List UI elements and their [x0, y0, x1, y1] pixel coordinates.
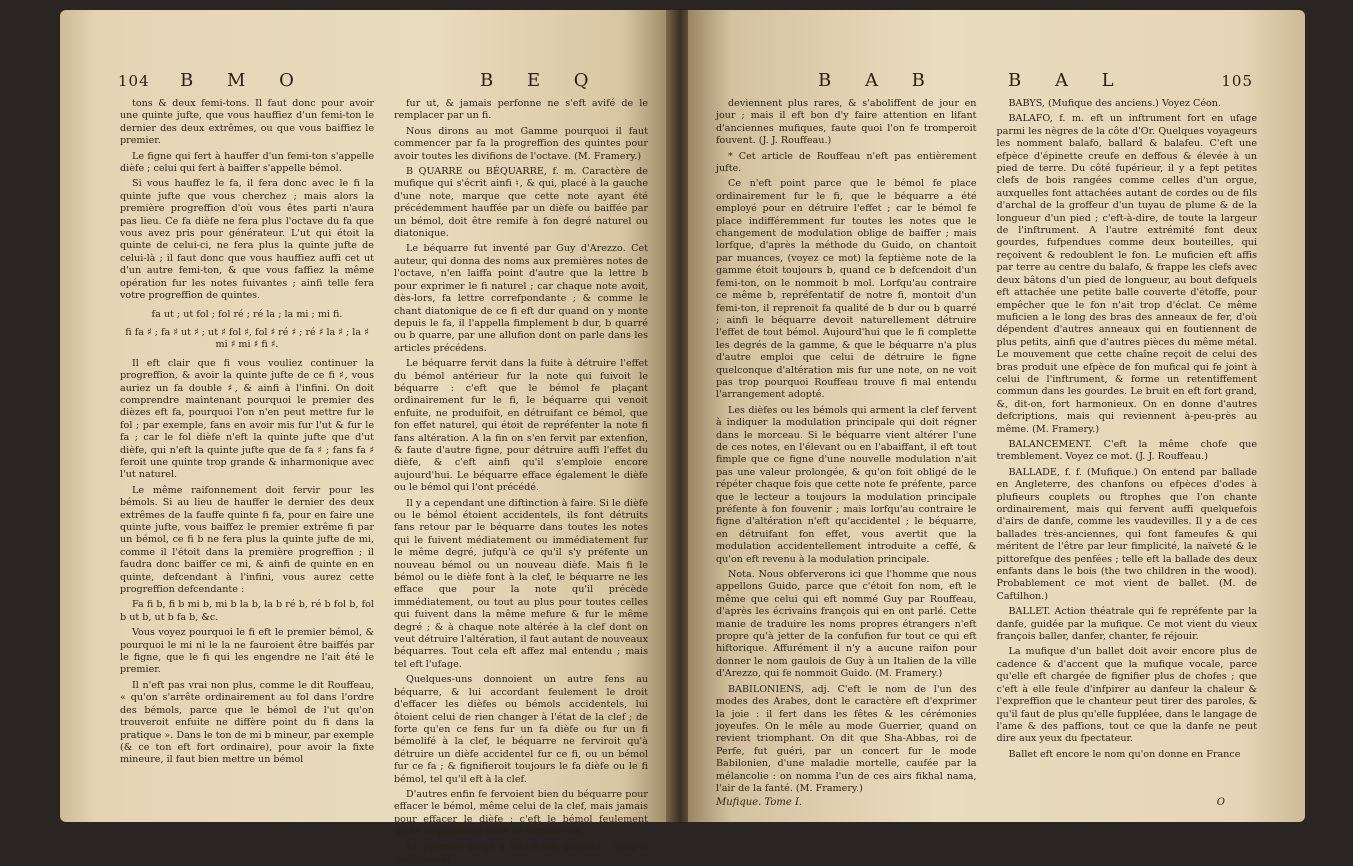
paragraph: BALLET. Action théatrale qui fe repréfente par la danfe, guidée par la mufique. Ce mot vient du vieux françois baller, danfer, chanter, fe réjouir. — [996, 606, 1257, 643]
paragraph: BABYS, (Mufique des anciens.) Voyez Céon. — [1008, 98, 1222, 109]
right-head-word-2: B A L — [1008, 70, 1128, 91]
paragraph: Il eft clair que fi vous vouliez continuer la progreffion, & avoir la quinte jufte de ce fi ♯, vous auriez un fa double ♯, & ainfi à l'infini. On doit comprendre maintenant pourquoi le premier des dièzes eft fa, pourquoi l'on n'en peut mettre fur le fol ; par exemple, fans en avoir mis fur l'ut & fur le fa ; car le fol dièfe n'eft la quinte jufte que d'ut dièfe, qui n'eft la quinte jufte que de fa ♯ ; fans fa ♯ feroit une quinte trop grande & inharmonique avec l'ut naturel. — [120, 357, 374, 481]
right-column-2 — [997, 98, 1258, 810]
paragraph: Quelques-uns donnoient un autre fens au béquarre, & lui accordant feulement le droit d'effacer les dièfes ou bémols accidentels, lui ôtoient celui de rien changer à l'état de la clef ; de forte qu'en ce fens fur un fa dièfe ou fur un fi bémolifé à la clef, le béquarre ne ferviroit qu'à détruire un dièfe accidentel fur ce fi, ou un bémol fur ce fa ; & fignifieroit toujours le fa dièfe ou le fi bémol, tel qu'il eft à la clef. — [394, 674, 648, 785]
paragraph: Les dièfes ou les bémols qui arment la clef fervent à indiquer la modulation principale qui doit régner dans le morceau. Si le béquarre vient altérer l'une de ces notes, en l'élevant ou en l'abaiffant, il eft tout fimple que ce figne d'une nouvelle modulation n'ait pas une valeur prolongée, & qu'on foit obligé de le répéter chaque fois que cette note fe préfente, parce que le lecteur a toujours la modulation principale préfente à fon fouvenir ; mais lorfqu'au contraire le figne d'altération n'eft qu'accidentel ; le béquarre, en détruifant fon effet, vous avertit que la modulation accidentellement introduite a ceffé, & qu'on eft revenu à la modulation principale. — [716, 404, 977, 565]
paragraph: fi fa ♯ ; fa ♯ ut ♯ ; ut ♯ fol ♯, fol ♯ ré ♯ ; ré ♯ la ♯ ; la ♯ mi ♯ mi ♯ fi ♯. — [125, 326, 369, 351]
paragraph: Nota. Nous obferverons ici que l'homme que nous appellons Guido, parce que c'étoit fon nom, eft le même que celui qui eft nommé Guy par Rouffeau, d'après les écrivains françois qui en ont parlé. Cette manie de traduire les noms propres étrangers n'eft propre qu'à jetter de la confufion fur tout ce qui eft hiftorique. Affurément il n'y a aucune raifon pour donner le nom gaulois de Guy à un Italien de la ville d'Arezzo, qui fe nommoit Guido. (M. Framery.) — [716, 569, 977, 680]
paragraph: Le premier ufage a tout-à-fait prévalu ; ceux-ci devienment — [394, 841, 648, 865]
paragraph: Il y a cependant une diftinction à faire. Si le dièfe ou le bémol étoient accidentels, ils font détruits fans retour par le béquarre dans toutes les notes qui le fuivent médiatement ou immédiatement fur le même degré, jufqu'à ce qu'il s'y préfente un nouveau bémol ou un nouveau dièfe. Mais fi le bémol ou le dièfe font à la clef, le béquarre ne les efface que pour la note qu'il précède immédiatement, ou tout au plus pour toutes celles qui fuivent dans la même mefure & fur le même degré ; & à chaque note altérée à la clef dont on veut détruire l'altération, il faut autant de nouveaux béquarres. Tout cela eft affez mal entendu ; mais tel eft l'ufage. — [394, 497, 648, 670]
paragraph: deviennent plus rares, & s'aboliffent de jour en jour ; mais il eft bon d'y faire attention en lifant d'anciennes mufiques, faute quoi l'on fe tromperoit fouvent. (J. J. Rouffeau.) — [716, 98, 977, 147]
paragraph: Ballet eft encore le nom qu'on donne en France — [1008, 748, 1241, 760]
left-page — [60, 10, 672, 865]
paragraph: fur ut, & jamais perfonne ne s'eft avifé de le remplacer par un fi. — [394, 98, 648, 122]
paragraph: Ce n'eft point parce que le bémol fe place ordinairement fur le fi, que le béquarre a été employé pour en détruire l'effet ; car le bémol fe place indifféremment fur toutes les notes que le changement de modulation oblige de baiffer ; mais lorfque, d'après la méthode du Guido, on chantoit par muances, (voyez ce mot) la feptième note de la gamme étoit toujours b, quand ce b defcendoit d'un femi-ton, on le nommoit b mol. Lorfqu'au contraire ce même b, repréfentatif de notre fi, montoit d'un femi-ton, il reprenoit fa qualité de b dur ou b quarré ; ainfi le béquarre devoit naturellement détruire l'effet de tout bémol. Aujourd'hui que le fi complette les degrés de la gamme, & que le béquarre n'a plus d'autre emploi que celui de détruire le figne quelconque d'altération mis fur une note, on ne voit pas trop pourquoi Rouffeau trouve fi mal entendu l'arrangement adopté. — [716, 178, 977, 401]
paragraph: B QUARRE ou BÉQUARRE, f. m. Caractère de mufique qui s'écrit ainfi ♮, & qui, placé à la gauche d'une note, marque que cette note ayant été précédemment hauffée par un dièfe ou baiffée par un bémol, doit être remife à fon degré naturel ou diatonique. — [394, 166, 648, 240]
left-head-word-2: B E Q — [480, 70, 603, 91]
page-footer-signature: Mufique. Tome I. — [716, 797, 803, 808]
paragraph: Fa fi b, fi b mi b, mi b la b, la b ré b, ré b fol b, fol b ut b, ut b fa b, &c. — [120, 599, 374, 623]
page-footer-mark: O — [1216, 797, 1225, 808]
paragraph: La mufique d'un ballet doit avoir encore plus de cadence & d'accent que la mufique vocale, parce qu'elle eft chargée de fignifier plus de chofes ; que c'eft à elle feule d'infpirer au danfeur la chaleur & l'expreffion que le chanteur peut tirer des paroles, & qu'il faut de plus qu'elle fuppléee, dans le langage de l'ame & des paffions, tout ce que la danfe ne peut dire aux yeux du fpectateur. — [996, 646, 1257, 745]
paragraph: fa ut ; ut fol ; fol ré ; ré la ; la mi ; mi fi. — [151, 308, 343, 320]
paragraph: Il n'eft pas vrai non plus, comme le dit Rouffeau, « qu'on s'arrête ordinairement au fol dans l'ordre des bémols, parce que le bémol de l'ut qu'on trouveroit enfuite ne diffère point du fi dans la pratique ». Dans le ton de mi b mineur, par exemple (& ce ton eft fort ordinaire), pour avoir la fixte mineure, il faut bien mettre un bémol — [120, 679, 374, 766]
left-column-2 — [394, 98, 648, 865]
paragraph: Le béquarre fervit dans la fuite à détruire l'effet du bémol antérieur fur la note qui fuivoit le béquarre : c'eft que le bémol fe plaçant ordinairement fur le fi, le béquarre qui venoit enfuite, ne produifoit, en détruifant ce bémol, que fon effet naturel, qui étoit de repréfenter la note fi fans altération. A la fin on s'en fervit par extenfion, & faute d'autre figne, pour détruire auffi l'effet du dièfe, & c'eft ainfi qu'il s'emploie encore aujourd'hui. Le béquarre efface également le dièfe ou le bémol qui l'ont précédé. — [394, 358, 648, 494]
paragraph: Si vous hauffez le fa, il fera donc avec le fi la quinte jufte que vous cherchez ; mais alors la première progreffion d'où vous êtes parti n'aura pas lieu. Ce fa dièfe ne fera plus l'octave du fa que vous avez pris pour générateur. L'ut qui étoit la quinte de celui-ci, ne fera plus la quinte jufte de celui-là ; il faut donc que vous hauffiez auffi cet ut d'un autre femi-ton, & que vous faffiez la même opération fur les notes fuivantes ; ainfi telle fera votre progreffion de quintes. — [120, 178, 374, 302]
paragraph: Le même raifonnement doit fervir pour les bémols. Si au lieu de hauffer le dernier des deux extrêmes de la fauffe quinte fi fa, pour en faire une quinte jufte, vous baiffez le premier extrême fi par un bémol, ce fi b ne fera plus la quinte jufte de mi, comme il l'étoit dans la première progreffion ; il faudra donc baiffer ce mi, & ainfi de quinte en en quinte, defcendant à l'infini, vous aurez cette progreffion defcendante : — [120, 484, 374, 596]
right-page-number: 105 — [1221, 72, 1253, 90]
left-running-head — [60, 70, 672, 96]
open-book — [60, 10, 1305, 865]
paragraph: * Cet article de Rouffeau n'eft pas entièrement jufte. — [716, 150, 977, 175]
left-head-word-1: B M O — [180, 70, 308, 91]
paragraph: Le figne qui fert à hauffer d'un femi-ton s'appelle dièfe ; celui qui fert à baiffer s'appelle bémol. — [120, 150, 374, 175]
paragraph: BALANCEMENT. C'eft la même chofe que tremblement. Voyez ce mot. (J. J. Rouffeau.) — [996, 438, 1257, 463]
right-head-word-1: B A B — [818, 70, 939, 91]
paragraph: Nous dirons au mot Gamme pourquoi il faut commencer par fa la progreffion des quintes pour avoir toutes les divifions de l'octave. (M. Framery.) — [394, 125, 648, 162]
paragraph: BABILONIENS, adj. C'eft le nom de l'un des modes des Arabes, dont le caractère eft d'exprimer la joie : il fert dans les fêtes & les cérémonies joyeufes. On le mêle au mode Guerrier, quand on revient triomphant. On dit que Sha-Abbas, roi de Perfe, fut guéri, par un concert fur le mode Babilonien, d'une maladie mortelle, caufée par la mélancolie : on nomma l'un de ces airs fikhal nama, l'air de la fanté. (M. Framery.) — [716, 683, 977, 794]
right-running-head — [688, 70, 1305, 96]
right-column-1 — [716, 98, 977, 810]
paragraph: Le béquarre fut inventé par Guy d'Arezzo. Cet auteur, qui donna des noms aux premières notes de l'octave, n'en laiffa point d'autre que la lettre b pour exprimer le fi naturel ; car chaque note avoit, dès-lors, fa lettre correfpondante ; & comme le chant diatonique de ce fi eft dur quand on y monte depuis le fa, il l'appella fimplement b dur, b quarré ou b quarre, par une allufion dont on parle dans les articles précédens. — [394, 243, 648, 354]
paragraph: BALAFO, f. m. eft un inftrument fort en ufage parmi les nègres de la côte d'Or. Quelques voyageurs les nomment balafo, ballard & balafeu. C'eft une efpèce d'épinette creufe en deffous & élevée à un pied de terre. Du côté fupérieur, il y a fept petites clefs de bois rangées comme celles d'un orgue, auxquelles font attachées autant de cordes ou de fils d'archal de la groffeur d'un tuyau de plume & de la longueur d'un pied ; c'eft-à-dire, de toute la largeur de l'inftrument. A l'autre extrémité font deux gourdes, fufpendues comme deux bouteilles, qui reçoivent & redoublent le fon. Le muficien eft affis par terre au centre du balafo, & frappe les clefs avec deux bâtons d'un pied de longueur, au bout defquels eft attachée une petite balle couverte d'étoffe, pour empêcher que le fon n'ait trop d'éclat. Ce même muficien a le long des bras des anneaux de fer, d'où dépendent d'autres anneaux qui en foutiennent de plus petits, ainfi que d'autres pièces du même métal. Le mouvement que cette chaîne reçoit de celui des bras produit une efpèce de fon mufical qui fe joint à celui de l'inftrument, & forme un retentiffement commun dans les gourdes. Le bruit en eft fort grand, &, dit-on, fort harmonieux. On en donne d'autres defcriptions, mais qui reviennent à-peu-près au même. (M. Framery.) — [996, 113, 1257, 435]
paragraph: Vous voyez pourquoi le fi eft le premier bémol, & pourquoi le mi ni le la ne fauroient être baiffés par le figne, que le fi qui les engendre ne l'ait été le premier. — [120, 627, 374, 676]
paragraph: D'autres enfin fe fervoient bien du béquarre pour effacer le bémol, même celui de la clef, mais jamais pour effacer le dièfe : c'eft le bémol feulement qu'ils employoient dans ce dernier cas. — [394, 788, 648, 838]
paragraph: BALLADE, f. f. (Mufique.) On entend par ballade en Angleterre, des chanfons ou efpèces d'odes à plufieurs couplets ou ftrophes que l'on chante ordinairement, mais qui fervent auffi quelquefois d'airs de danfe, comme les vaudevilles. Il y a de ces ballades très-anciennes, qui font fameufes & qui méritent de l'être par leur fimplicité, la naïveté & le pittorefque des penfées ; telle eft la ballade des deux enfants dans le bois (the two children in the wood). Probablement ce mot vient de ballet. (M. de Caftilhon.) — [996, 466, 1257, 602]
right-page — [688, 10, 1305, 822]
left-page-number: 104 — [118, 72, 150, 90]
paragraph: tons & deux femi-tons. Il faut donc pour avoir une quinte jufte, que vous hauffiez d'un femi-ton le dernier des deux extrêmes, ou que vous baiffiez le premier. — [120, 98, 374, 147]
left-column-1 — [120, 98, 374, 810]
